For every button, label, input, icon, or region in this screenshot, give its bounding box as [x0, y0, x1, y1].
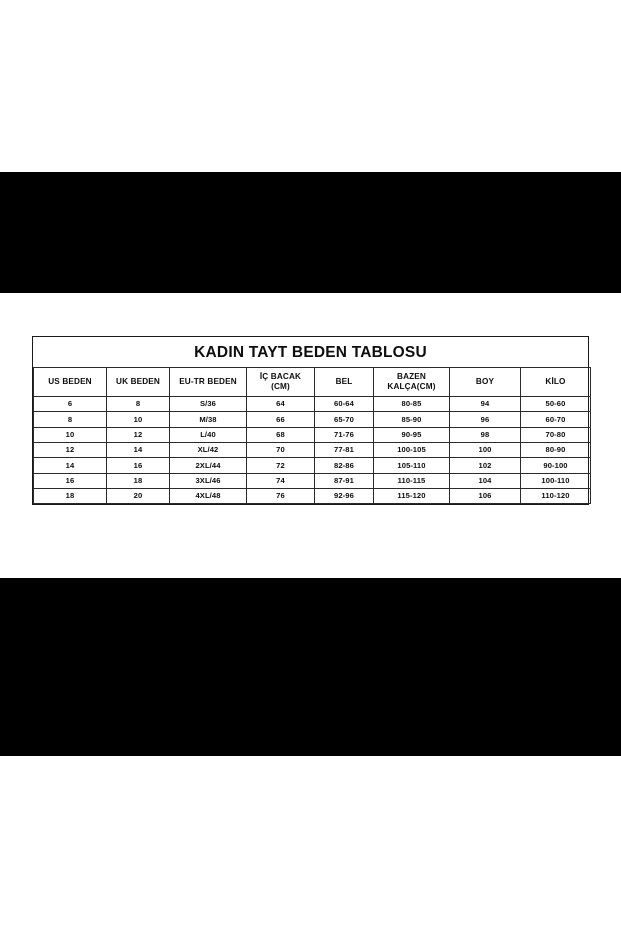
table-row	[34, 427, 591, 442]
table-cell: 92-96	[315, 488, 374, 503]
table-cell: 68	[247, 427, 315, 442]
table-row	[34, 473, 591, 488]
table-cell: 80-90	[521, 442, 591, 457]
table-cell: 90-100	[521, 458, 591, 473]
size-chart-table	[33, 367, 591, 504]
column-header-label: BAZEN	[397, 371, 426, 381]
column-header-label: UK BEDEN	[116, 376, 160, 386]
table-cell: 50-60	[521, 397, 591, 412]
table-cell: 66	[247, 412, 315, 427]
table-cell: 110-120	[521, 488, 591, 503]
table-row	[34, 397, 591, 412]
table-cell: 72	[247, 458, 315, 473]
column-header	[34, 368, 107, 397]
table-cell: 100-110	[521, 473, 591, 488]
table-cell: S/36	[170, 397, 247, 412]
bottom-black-band	[0, 578, 621, 756]
table-cell: 104	[450, 473, 521, 488]
table-cell: 76	[247, 488, 315, 503]
table-row	[34, 412, 591, 427]
size-chart-panel	[32, 336, 589, 505]
table-cell: 14	[107, 442, 170, 457]
table-cell: 12	[107, 427, 170, 442]
column-header-label: İÇ BACAK	[259, 371, 302, 381]
table-cell: 2XL/44	[170, 458, 247, 473]
table-cell: 74	[247, 473, 315, 488]
table-cell: 10	[34, 427, 107, 442]
table-cell: 65-70	[315, 412, 374, 427]
column-header	[450, 368, 521, 397]
table-cell: 98	[450, 427, 521, 442]
top-black-band	[0, 172, 621, 293]
table-cell: 77-81	[315, 442, 374, 457]
column-header-sublabel: KALÇA(CM)	[387, 382, 436, 392]
table-header	[34, 368, 591, 397]
table-cell: 8	[34, 412, 107, 427]
column-header-label: BOY	[475, 376, 495, 386]
table-body	[34, 397, 591, 504]
table-cell: 110-115	[374, 473, 450, 488]
table-row	[34, 442, 591, 457]
table-cell: 106	[450, 488, 521, 503]
table-cell: 105-110	[374, 458, 450, 473]
column-header-label: BEL	[335, 376, 353, 386]
table-cell: 8	[107, 397, 170, 412]
table-cell: 96	[450, 412, 521, 427]
table-cell: 60-70	[521, 412, 591, 427]
table-row	[34, 458, 591, 473]
table-cell: L/40	[170, 427, 247, 442]
column-header	[374, 368, 450, 397]
table-cell: 10	[107, 412, 170, 427]
table-cell: 16	[107, 458, 170, 473]
table-cell: 82-86	[315, 458, 374, 473]
table-cell: M/38	[170, 412, 247, 427]
table-cell: 100-105	[374, 442, 450, 457]
table-cell: 90-95	[374, 427, 450, 442]
column-header-label: US BEDEN	[48, 376, 92, 386]
table-cell: 100	[450, 442, 521, 457]
table-row	[34, 488, 591, 503]
table-cell: 70	[247, 442, 315, 457]
chart-title: KADIN TAYT BEDEN TABLOSU	[194, 344, 427, 361]
column-header	[247, 368, 315, 397]
column-header	[107, 368, 170, 397]
table-cell: 60-64	[315, 397, 374, 412]
table-cell: 102	[450, 458, 521, 473]
column-header-sublabel: (CM)	[271, 382, 290, 392]
table-cell: 16	[34, 473, 107, 488]
table-cell: 18	[107, 473, 170, 488]
column-header	[170, 368, 247, 397]
column-header	[521, 368, 591, 397]
table-cell: 14	[34, 458, 107, 473]
table-cell: 80-85	[374, 397, 450, 412]
table-cell: XL/42	[170, 442, 247, 457]
table-cell: 20	[107, 488, 170, 503]
table-cell: 70-80	[521, 427, 591, 442]
column-header	[315, 368, 374, 397]
table-cell: 94	[450, 397, 521, 412]
table-header-row	[34, 368, 591, 397]
column-header-label: EU-TR BEDEN	[179, 376, 237, 386]
table-cell: 64	[247, 397, 315, 412]
column-header-label: KİLO	[545, 376, 566, 386]
table-cell: 3XL/46	[170, 473, 247, 488]
table-cell: 12	[34, 442, 107, 457]
table-cell: 115-120	[374, 488, 450, 503]
table-cell: 6	[34, 397, 107, 412]
table-cell: 85-90	[374, 412, 450, 427]
table-cell: 87-91	[315, 473, 374, 488]
table-cell: 18	[34, 488, 107, 503]
table-cell: 4XL/48	[170, 488, 247, 503]
table-cell: 71-76	[315, 427, 374, 442]
